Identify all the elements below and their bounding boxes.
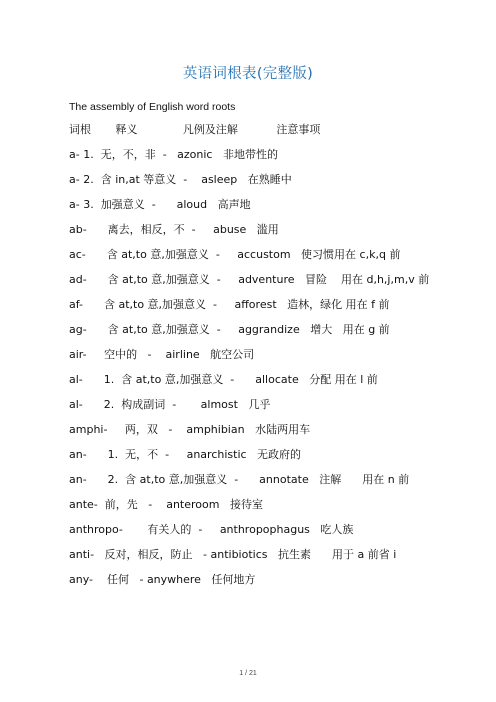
list-item: an- 1. 无，不 - anarchistic 无政府的 xyxy=(69,448,302,461)
list-item: al- 2. 构成副词 - almost 几乎 xyxy=(69,398,271,411)
list-item: al- 1. 含 at,to 意,加强意义 - allocate 分配 用在 l 前 xyxy=(69,373,378,386)
list-item: anthropo- 有关人的 - anthropophagus 吃人族 xyxy=(69,523,354,536)
list-item: ante- 前，先 - anteroom 接待室 xyxy=(69,498,263,511)
list-item: a- 2. 含 in,at 等意义 - asleep 在熟睡中 xyxy=(69,173,292,186)
list-item: ab- 离去，相反，不 - abuse 滥用 xyxy=(69,223,279,236)
list-item: af- 含 at,to 意,加强意义 - afforest 造林，绿化 用在 f 前 xyxy=(69,298,390,311)
list-item: ac- 含 at,to 意,加强意义 - accustom 使习惯用在 c,k,q 前 xyxy=(69,248,401,261)
list-item: ad- 含 at,to 意,加强意义 - adventure 冒险 用在 d,h,j,m,v 前 xyxy=(69,273,430,286)
list-item: any- 任何 - anywhere 任何地方 xyxy=(69,573,256,586)
page-subtitle: The assembly of English word roots xyxy=(69,101,236,113)
list-item: a- 1. 无，不，非 - azonic 非地带性的 xyxy=(69,148,278,161)
list-item: a- 3. 加强意义 - aloud 高声地 xyxy=(69,198,251,211)
list-item: ag- 含 at,to 意,加强意义 - aggrandize 增大 用在 g 前 xyxy=(69,323,390,336)
list-item: amphi- 两，双 - amphibian 水陆两用车 xyxy=(69,423,311,436)
list-item: an- 2. 含 at,to 意,加强意义 - annotate 注解 用在 n 前 xyxy=(69,473,410,486)
list-item: anti- 反对，相反，防止 - antibiotics 抗生素 用于 a 前省 i xyxy=(69,548,397,561)
page-number: 1 / 21 xyxy=(239,670,257,677)
list-item: air- 空中的 - airline 航空公司 xyxy=(69,348,255,361)
page-title: 英语词根表(完整版) xyxy=(182,66,314,82)
table-header: 词根 释义 凡例及注解 注意事项 xyxy=(69,123,321,136)
